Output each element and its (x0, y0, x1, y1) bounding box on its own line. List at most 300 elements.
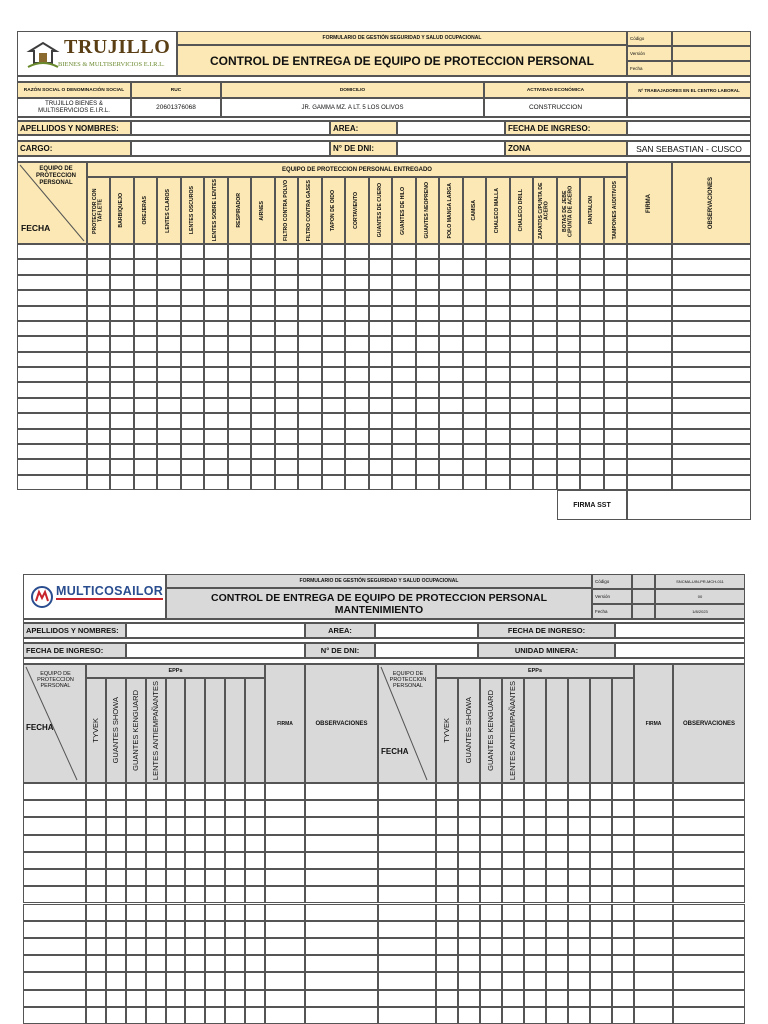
table-cell[interactable] (510, 429, 533, 444)
table-cell[interactable] (463, 413, 486, 428)
table-cell[interactable] (672, 459, 751, 474)
table-cell[interactable] (345, 413, 368, 428)
table-cell[interactable] (369, 275, 392, 290)
table-cell[interactable] (205, 800, 225, 817)
table-cell[interactable] (204, 275, 227, 290)
table-cell[interactable] (486, 382, 509, 397)
table-cell[interactable] (305, 921, 378, 938)
table-cell[interactable] (568, 990, 590, 1007)
table-cell[interactable] (146, 869, 166, 886)
table-cell[interactable] (106, 869, 126, 886)
table-cell[interactable] (87, 367, 110, 382)
table-cell[interactable] (185, 972, 205, 989)
table-cell[interactable] (580, 244, 603, 259)
table-cell[interactable] (245, 783, 265, 800)
date-cell[interactable] (23, 817, 86, 834)
table-cell[interactable] (458, 852, 480, 869)
input-cargo[interactable] (131, 141, 330, 156)
table-cell[interactable] (463, 444, 486, 459)
table-cell[interactable] (86, 990, 106, 1007)
table-cell[interactable] (322, 459, 345, 474)
table-cell[interactable] (568, 955, 590, 972)
table-cell[interactable] (463, 459, 486, 474)
date-cell[interactable] (17, 306, 87, 321)
table-cell[interactable] (568, 852, 590, 869)
table-cell[interactable] (251, 306, 274, 321)
date-cell[interactable] (17, 321, 87, 336)
table-cell[interactable] (480, 783, 502, 800)
table-cell[interactable] (298, 429, 321, 444)
table-cell[interactable] (251, 367, 274, 382)
table-cell[interactable] (557, 321, 580, 336)
table-cell[interactable] (275, 352, 298, 367)
table-cell[interactable] (604, 367, 627, 382)
table-cell[interactable] (627, 459, 672, 474)
table-cell[interactable] (228, 244, 251, 259)
table-cell[interactable] (245, 904, 265, 921)
table-cell[interactable] (322, 275, 345, 290)
table-cell[interactable] (275, 275, 298, 290)
table-cell[interactable] (557, 475, 580, 490)
table-cell[interactable] (436, 938, 458, 955)
table-cell[interactable] (604, 429, 627, 444)
table-cell[interactable] (265, 869, 305, 886)
table-cell[interactable] (673, 938, 745, 955)
table-cell[interactable] (110, 259, 133, 274)
table-cell[interactable] (580, 275, 603, 290)
table-cell[interactable] (245, 921, 265, 938)
table-cell[interactable] (590, 921, 612, 938)
table-cell[interactable] (106, 904, 126, 921)
table-cell[interactable] (166, 852, 186, 869)
table-cell[interactable] (510, 275, 533, 290)
table-cell[interactable] (486, 244, 509, 259)
table-cell[interactable] (181, 275, 204, 290)
table-cell[interactable] (580, 398, 603, 413)
table-cell[interactable] (205, 938, 225, 955)
date-cell[interactable] (17, 336, 87, 351)
table-cell[interactable] (510, 398, 533, 413)
table-cell[interactable] (228, 413, 251, 428)
table-cell[interactable] (305, 938, 378, 955)
table-cell[interactable] (546, 921, 568, 938)
table-cell[interactable] (345, 398, 368, 413)
table-cell[interactable] (265, 835, 305, 852)
table-cell[interactable] (157, 475, 180, 490)
table-cell[interactable] (502, 955, 524, 972)
table-cell[interactable] (533, 336, 556, 351)
table-cell[interactable] (298, 398, 321, 413)
table-cell[interactable] (204, 321, 227, 336)
date-cell[interactable] (378, 938, 436, 955)
table-cell[interactable] (392, 398, 415, 413)
table-cell[interactable] (204, 429, 227, 444)
table-cell[interactable] (524, 800, 546, 817)
table-cell[interactable] (392, 475, 415, 490)
table-cell[interactable] (86, 886, 106, 903)
table-cell[interactable] (502, 817, 524, 834)
table-cell[interactable] (480, 921, 502, 938)
table-cell[interactable] (546, 835, 568, 852)
table-cell[interactable] (245, 835, 265, 852)
table-cell[interactable] (604, 352, 627, 367)
table-cell[interactable] (392, 367, 415, 382)
table-cell[interactable] (480, 990, 502, 1007)
date-cell[interactable] (17, 367, 87, 382)
table-cell[interactable] (486, 475, 509, 490)
table-cell[interactable] (251, 352, 274, 367)
table-cell[interactable] (416, 398, 439, 413)
table-cell[interactable] (436, 869, 458, 886)
table-cell[interactable] (166, 835, 186, 852)
table-cell[interactable] (673, 886, 745, 903)
table-cell[interactable] (673, 904, 745, 921)
table-cell[interactable] (157, 321, 180, 336)
table-cell[interactable] (568, 800, 590, 817)
table-cell[interactable] (580, 459, 603, 474)
table-cell[interactable] (580, 336, 603, 351)
table-cell[interactable] (634, 938, 673, 955)
table-cell[interactable] (533, 259, 556, 274)
table-cell[interactable] (672, 306, 751, 321)
date-cell[interactable] (23, 886, 86, 903)
table-cell[interactable] (463, 367, 486, 382)
table-cell[interactable] (110, 367, 133, 382)
table-cell[interactable] (557, 336, 580, 351)
table-cell[interactable] (251, 275, 274, 290)
table-cell[interactable] (604, 398, 627, 413)
table-cell[interactable] (557, 444, 580, 459)
table-cell[interactable] (672, 429, 751, 444)
table-cell[interactable] (590, 972, 612, 989)
table-cell[interactable] (275, 444, 298, 459)
table-cell[interactable] (265, 938, 305, 955)
table-cell[interactable] (672, 475, 751, 490)
table-cell[interactable] (110, 321, 133, 336)
table-cell[interactable] (436, 904, 458, 921)
table-cell[interactable] (322, 475, 345, 490)
table-cell[interactable] (369, 321, 392, 336)
table-cell[interactable] (86, 800, 106, 817)
table-cell[interactable] (568, 886, 590, 903)
table-cell[interactable] (557, 459, 580, 474)
table-cell[interactable] (369, 413, 392, 428)
table-cell[interactable] (533, 475, 556, 490)
table-cell[interactable] (673, 955, 745, 972)
table-cell[interactable] (463, 352, 486, 367)
table-cell[interactable] (322, 352, 345, 367)
table-cell[interactable] (634, 886, 673, 903)
table-cell[interactable] (87, 429, 110, 444)
table-cell[interactable] (673, 921, 745, 938)
table-cell[interactable] (275, 398, 298, 413)
table-cell[interactable] (480, 817, 502, 834)
table-cell[interactable] (502, 938, 524, 955)
table-cell[interactable] (345, 459, 368, 474)
table-cell[interactable] (546, 904, 568, 921)
table-cell[interactable] (533, 352, 556, 367)
table-cell[interactable] (672, 444, 751, 459)
table-cell[interactable] (251, 413, 274, 428)
table-cell[interactable] (245, 800, 265, 817)
table-cell[interactable] (146, 955, 166, 972)
table-cell[interactable] (673, 817, 745, 834)
table-cell[interactable] (275, 413, 298, 428)
table-cell[interactable] (580, 352, 603, 367)
date-cell[interactable] (17, 382, 87, 397)
table-cell[interactable] (590, 800, 612, 817)
table-cell[interactable] (245, 955, 265, 972)
table-cell[interactable] (510, 336, 533, 351)
date-cell[interactable] (378, 869, 436, 886)
table-cell[interactable] (416, 259, 439, 274)
table-cell[interactable] (439, 259, 462, 274)
table-cell[interactable] (166, 869, 186, 886)
table-cell[interactable] (134, 398, 157, 413)
table-cell[interactable] (546, 852, 568, 869)
table-cell[interactable] (181, 398, 204, 413)
table-cell[interactable] (204, 306, 227, 321)
table-cell[interactable] (533, 321, 556, 336)
table-cell[interactable] (436, 990, 458, 1007)
table-cell[interactable] (580, 413, 603, 428)
table-cell[interactable] (275, 259, 298, 274)
table-cell[interactable] (185, 783, 205, 800)
table-cell[interactable] (436, 1007, 458, 1024)
table-cell[interactable] (86, 938, 106, 955)
table-cell[interactable] (322, 429, 345, 444)
table-cell[interactable] (634, 783, 673, 800)
table-cell[interactable] (322, 259, 345, 274)
table-cell[interactable] (604, 275, 627, 290)
table-cell[interactable] (436, 783, 458, 800)
table-cell[interactable] (185, 869, 205, 886)
table-cell[interactable] (369, 306, 392, 321)
table-cell[interactable] (126, 869, 146, 886)
table-cell[interactable] (510, 382, 533, 397)
table-cell[interactable] (275, 321, 298, 336)
table-cell[interactable] (265, 1007, 305, 1024)
table-cell[interactable] (502, 852, 524, 869)
table-cell[interactable] (305, 800, 378, 817)
table-cell[interactable] (510, 413, 533, 428)
table-cell[interactable] (86, 1007, 106, 1024)
table-cell[interactable] (486, 275, 509, 290)
table-cell[interactable] (181, 444, 204, 459)
table-cell[interactable] (480, 904, 502, 921)
table-cell[interactable] (185, 990, 205, 1007)
table-cell[interactable] (627, 321, 672, 336)
table-cell[interactable] (533, 290, 556, 305)
table-cell[interactable] (524, 990, 546, 1007)
table-cell[interactable] (612, 783, 634, 800)
table-cell[interactable] (322, 444, 345, 459)
table-cell[interactable] (672, 321, 751, 336)
table-cell[interactable] (673, 852, 745, 869)
table-cell[interactable] (458, 783, 480, 800)
table-cell[interactable] (458, 990, 480, 1007)
table-cell[interactable] (225, 904, 245, 921)
table-cell[interactable] (463, 259, 486, 274)
table-cell[interactable] (392, 306, 415, 321)
table-cell[interactable] (436, 817, 458, 834)
date-cell[interactable] (378, 904, 436, 921)
table-cell[interactable] (580, 290, 603, 305)
table-cell[interactable] (502, 972, 524, 989)
table-cell[interactable] (157, 382, 180, 397)
table-cell[interactable] (345, 259, 368, 274)
table-cell[interactable] (546, 783, 568, 800)
table-cell[interactable] (480, 886, 502, 903)
table-cell[interactable] (533, 382, 556, 397)
table-cell[interactable] (612, 938, 634, 955)
table-cell[interactable] (245, 886, 265, 903)
table-cell[interactable] (439, 444, 462, 459)
table-cell[interactable] (225, 886, 245, 903)
table-cell[interactable] (580, 475, 603, 490)
table-cell[interactable] (590, 783, 612, 800)
table-cell[interactable] (204, 290, 227, 305)
table-cell[interactable] (205, 886, 225, 903)
table-cell[interactable] (305, 869, 378, 886)
table-cell[interactable] (416, 367, 439, 382)
date-cell[interactable] (23, 904, 86, 921)
table-cell[interactable] (369, 459, 392, 474)
date-cell[interactable] (17, 444, 87, 459)
table-cell[interactable] (672, 275, 751, 290)
input-unidad-minera[interactable] (615, 643, 745, 658)
table-cell[interactable] (228, 459, 251, 474)
table-cell[interactable] (580, 306, 603, 321)
table-cell[interactable] (612, 904, 634, 921)
table-cell[interactable] (106, 938, 126, 955)
table-cell[interactable] (436, 972, 458, 989)
table-cell[interactable] (225, 869, 245, 886)
table-cell[interactable] (204, 259, 227, 274)
table-cell[interactable] (166, 955, 186, 972)
date-cell[interactable] (23, 921, 86, 938)
table-cell[interactable] (604, 336, 627, 351)
table-cell[interactable] (126, 852, 146, 869)
table-cell[interactable] (146, 1007, 166, 1024)
table-cell[interactable] (416, 244, 439, 259)
date-cell[interactable] (378, 800, 436, 817)
table-cell[interactable] (126, 938, 146, 955)
table-cell[interactable] (305, 817, 378, 834)
table-cell[interactable] (533, 367, 556, 382)
table-cell[interactable] (604, 459, 627, 474)
table-cell[interactable] (305, 852, 378, 869)
date-cell[interactable] (17, 290, 87, 305)
table-cell[interactable] (673, 783, 745, 800)
table-cell[interactable] (86, 852, 106, 869)
table-cell[interactable] (251, 244, 274, 259)
table-cell[interactable] (166, 1007, 186, 1024)
table-cell[interactable] (502, 886, 524, 903)
table-cell[interactable] (106, 955, 126, 972)
table-cell[interactable] (298, 367, 321, 382)
date-cell[interactable] (378, 990, 436, 1007)
date-cell[interactable] (23, 990, 86, 1007)
table-cell[interactable] (146, 783, 166, 800)
date-cell[interactable] (17, 413, 87, 428)
table-cell[interactable] (298, 413, 321, 428)
table-cell[interactable] (157, 398, 180, 413)
table-cell[interactable] (369, 352, 392, 367)
table-cell[interactable] (524, 955, 546, 972)
table-cell[interactable] (110, 459, 133, 474)
table-cell[interactable] (345, 290, 368, 305)
table-cell[interactable] (510, 459, 533, 474)
table-cell[interactable] (87, 382, 110, 397)
table-cell[interactable] (580, 321, 603, 336)
table-cell[interactable] (106, 800, 126, 817)
table-cell[interactable] (146, 800, 166, 817)
table-cell[interactable] (134, 413, 157, 428)
table-cell[interactable] (204, 244, 227, 259)
date-cell[interactable] (23, 852, 86, 869)
table-cell[interactable] (134, 306, 157, 321)
table-cell[interactable] (225, 990, 245, 1007)
table-cell[interactable] (369, 244, 392, 259)
table-cell[interactable] (486, 259, 509, 274)
table-cell[interactable] (568, 938, 590, 955)
table-cell[interactable] (134, 429, 157, 444)
table-cell[interactable] (322, 244, 345, 259)
table-cell[interactable] (612, 955, 634, 972)
date-cell[interactable] (17, 244, 87, 259)
table-cell[interactable] (502, 990, 524, 1007)
date-cell[interactable] (17, 275, 87, 290)
meta-value-version[interactable] (672, 46, 751, 61)
table-cell[interactable] (345, 321, 368, 336)
table-cell[interactable] (110, 336, 133, 351)
date-cell[interactable] (378, 783, 436, 800)
table-cell[interactable] (612, 869, 634, 886)
table-cell[interactable] (345, 244, 368, 259)
table-cell[interactable] (181, 244, 204, 259)
table-cell[interactable] (533, 429, 556, 444)
table-cell[interactable] (634, 852, 673, 869)
table-cell[interactable] (524, 817, 546, 834)
table-cell[interactable] (568, 1007, 590, 1024)
table-cell[interactable] (416, 429, 439, 444)
table-cell[interactable] (265, 921, 305, 938)
table-cell[interactable] (265, 990, 305, 1007)
table-cell[interactable] (87, 244, 110, 259)
table-cell[interactable] (251, 382, 274, 397)
table-cell[interactable] (126, 783, 146, 800)
table-cell[interactable] (369, 259, 392, 274)
table-cell[interactable] (439, 352, 462, 367)
table-cell[interactable] (157, 290, 180, 305)
table-cell[interactable] (557, 413, 580, 428)
table-cell[interactable] (590, 990, 612, 1007)
table-cell[interactable] (251, 321, 274, 336)
table-cell[interactable] (110, 382, 133, 397)
table-cell[interactable] (228, 275, 251, 290)
table-cell[interactable] (181, 321, 204, 336)
table-cell[interactable] (590, 904, 612, 921)
table-cell[interactable] (185, 955, 205, 972)
table-cell[interactable] (568, 904, 590, 921)
table-cell[interactable] (627, 413, 672, 428)
table-cell[interactable] (126, 990, 146, 1007)
table-cell[interactable] (463, 429, 486, 444)
table-cell[interactable] (634, 990, 673, 1007)
table-cell[interactable] (673, 869, 745, 886)
date-cell[interactable] (23, 783, 86, 800)
